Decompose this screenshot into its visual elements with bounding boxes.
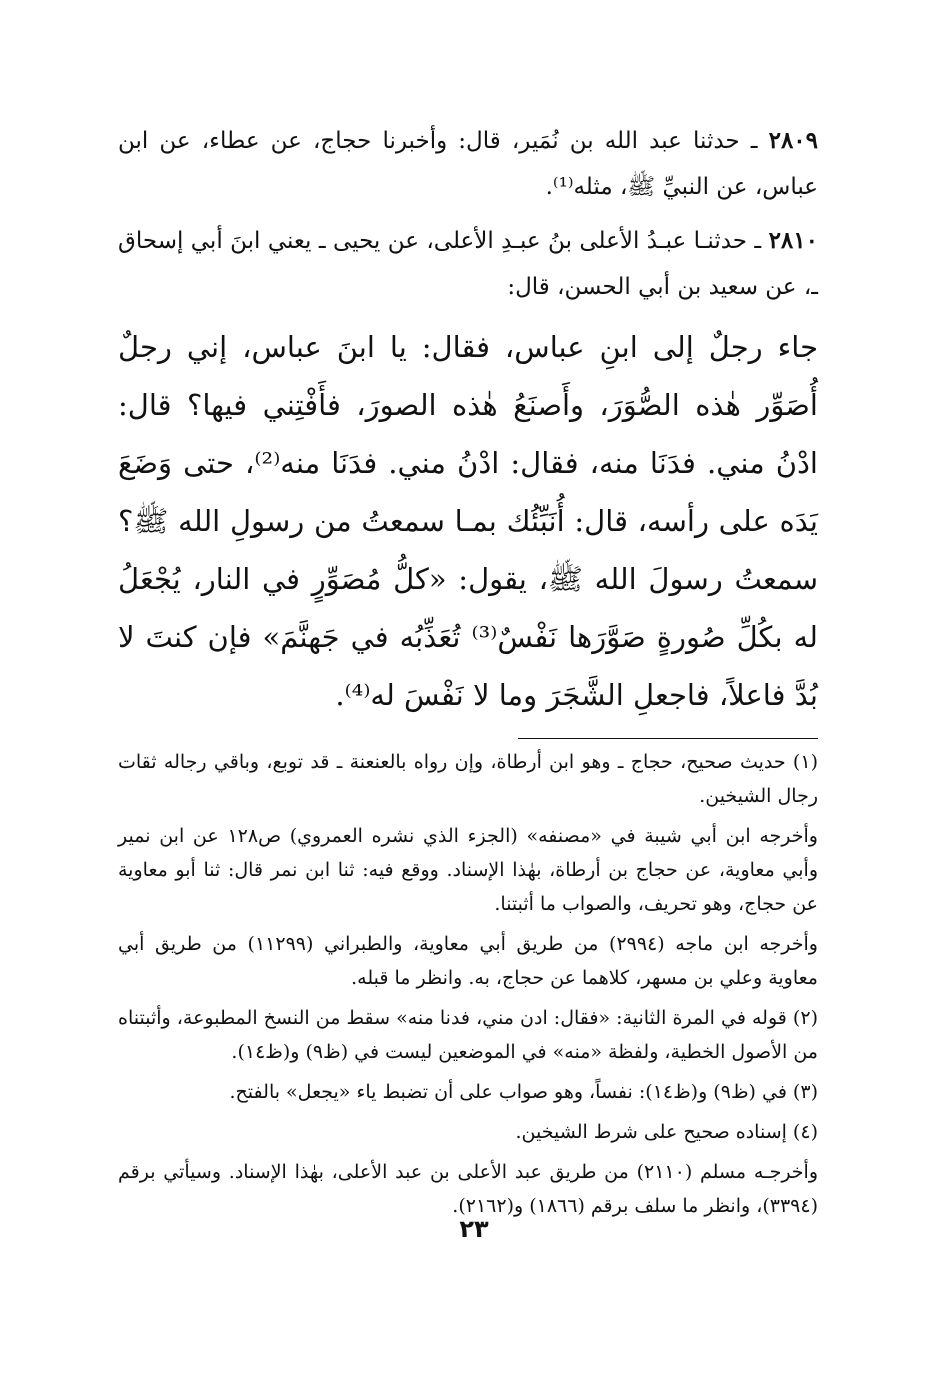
footnote-divider (518, 738, 818, 739)
hadith-matn: جاء رجلٌ إلى ابنِ عباس، فقال: يا ابنَ عباس، إني رجلٌ أُصَوِّر هٰذه الصُّوَرَ، وأَصنَعُ هٰذه الصورَ، فأَفْتِني فيها؟ قال: ادْنُ مني. فدَنَا منه، فقال: ادْنُ مني. فدَنَا منه⁽²⁾، حتى وَضَعَ يَدَه على رأسه، قال: أُنَبِّئُك بمـا سمعتُ من رسولِ الله ﷺ؟ سمعتُ رسولَ الله ﷺ، يقول: «كلُّ مُصَوِّرٍ في النار، يُجْعَلُ له بكُلِّ صُورةٍ صَوَّرَها نَفْسٌ⁽³⁾ تُعَذِّبُه في جَهنَّمَ» فإن كنتَ لا بُدَّ فاعلاً، فاجعلِ الشَّجَرَ وما لا نَفْسَ له⁽⁴⁾. (118, 330, 818, 712)
footnote: وأخرجه ابن ماجه (٢٩٩٤) من طريق أبي معاوية، والطبراني (١١٢٩٩) من طريق أبي معاوية وعلي بن مسهر، كلاهما عن حجاج، به. وانظر ما قبله. (118, 933, 818, 989)
footnote: (٣) في (ظ٩) و(ظ١٤): نفساً، وهو صواب على أن تضبط ياء «يجعل» بالفتح. (229, 1081, 818, 1103)
footnote: وأخرجه ابن أبي شيبة في «مصنفه» (الجزء الذي نشره العمروي) ص١٢٨ عن ابن نمير وأبي معاوية، عن حجاج بن أرطاة، بهٰذا الإسناد. ووقع فيه: ثنا ابن نمر قال: ثنا أبو معاوية عن حجاج، وهو تحريف، والصواب ما أثبتنا. (118, 825, 818, 915)
hadith-text: ـ حدثنا عبد الله بن نُمَير، قال: وأخبرنا حجاج، عن عطاء، عن ابن عباس، عن النبيِّ ﷺ، مثله⁽¹⁾. (118, 128, 818, 200)
hadith-number: ٢٨٠٩ (768, 127, 819, 154)
footnote: (٤) إسناده صحيح على شرط الشيخين. (515, 1121, 818, 1143)
footnote: وأخرجـه مسلم (٢١١٠) من طريق عبد الأعلى بن عبد الأعلى، بهٰذا الإسناد. وسيأتي برقم (٣٣٩٤)، وانظر ما سلف برقم (١٨٦٦) و(٢١٦٢). (118, 1161, 819, 1217)
hadith-2809 (118, 118, 818, 210)
page-number: ٢٣ (459, 1215, 489, 1243)
hadith-2810 (118, 218, 818, 310)
hadith-number: ٢٨١٠ (768, 227, 818, 254)
footnote: (٢) قوله في المرة الثانية: «فقال: ادن مني، فدنا منه» سقط من النسخ المطبوعة، وأثبتناه من الأصول الخطية، ولفظة «منه» في الموضعين ليست في (ظ٩) و(ظ١٤). (118, 1007, 818, 1063)
book-page (118, 118, 818, 1229)
footnote: (١) حديث صحيح، حجاج ـ وهو ابن أرطاة، وإن رواه بالعنعنة ـ قد توبع، وباقي رجاله ثقات رجال الشيخين. (118, 751, 818, 807)
footnotes (118, 745, 818, 1223)
hadith-text: ـ حدثنـا عبـدُ الأعلى بنُ عبـدِ الأعلى، عن يحيى ـ يعني ابنَ أبي إسحاق ـ، عن سعيد بن أبي الحسن، قال: (118, 228, 818, 300)
